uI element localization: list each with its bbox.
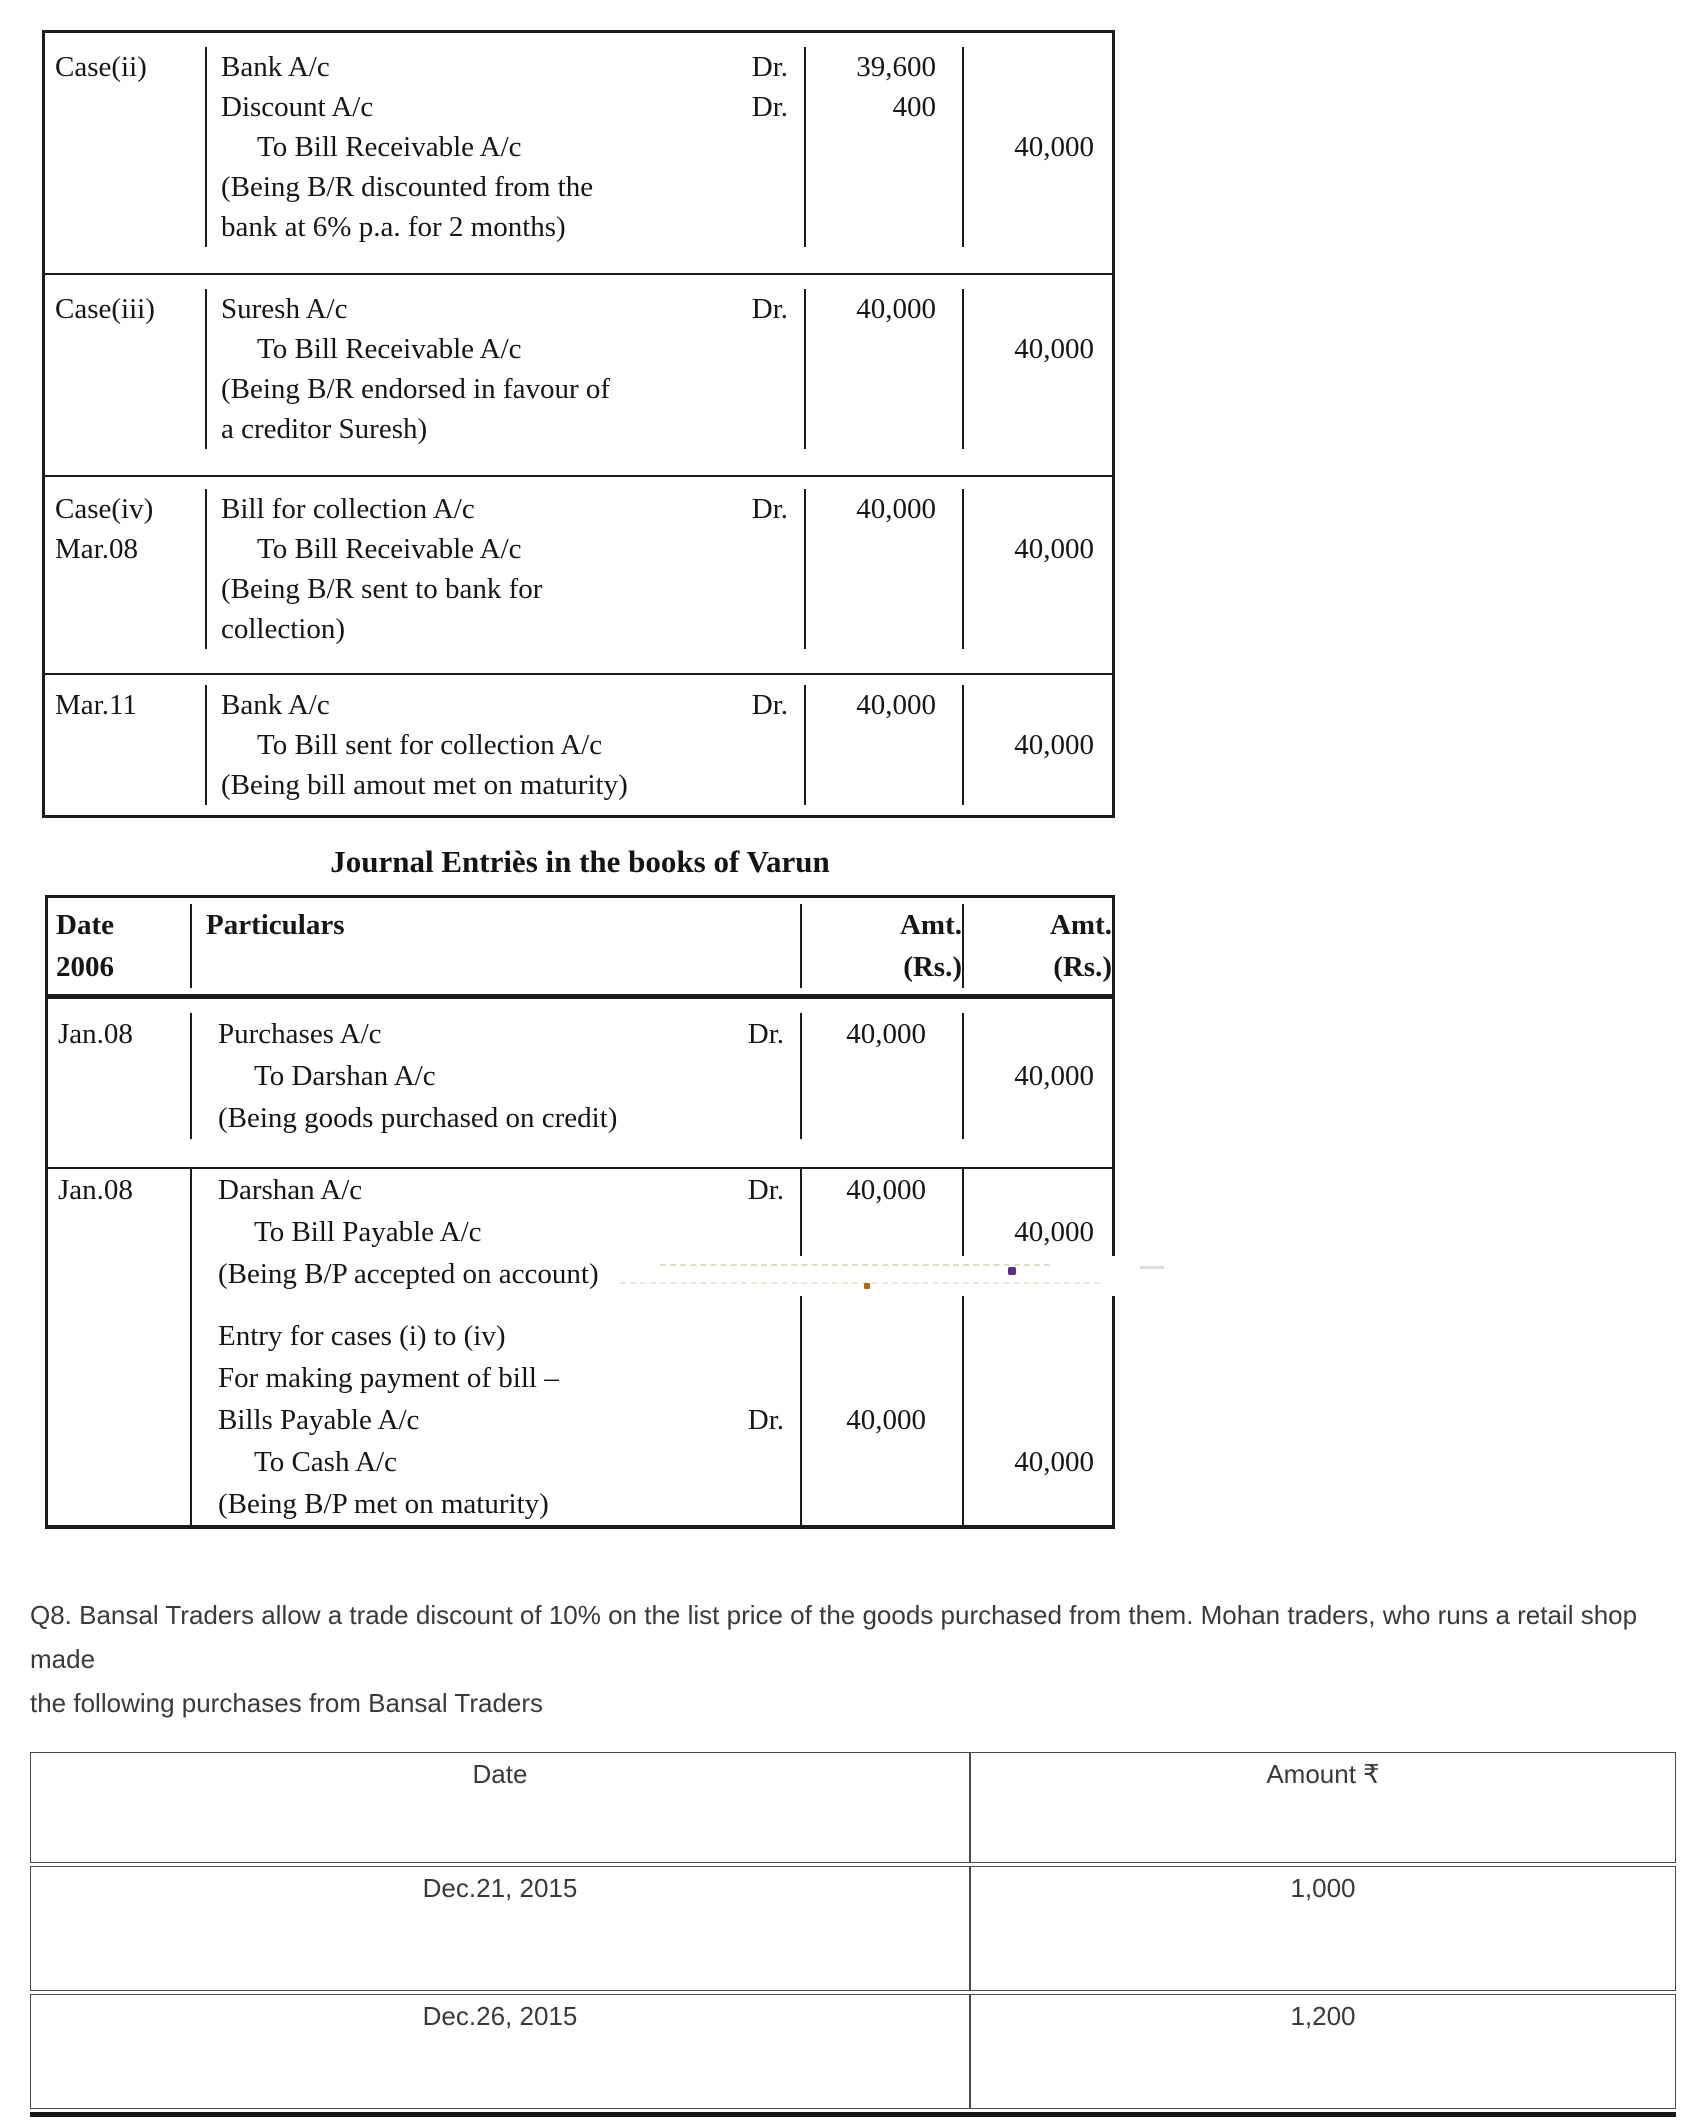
credit-amount [964,1399,1112,1441]
credit-amount: 40,000 [1014,333,1094,365]
entry-particulars-cell [205,685,804,805]
purchases-row [30,1866,1676,1991]
credit-amount [964,167,1112,207]
debit-amount [806,609,962,649]
debit-amount [802,1441,962,1483]
entry-date-cell [45,289,205,449]
journal-line [221,329,798,369]
entry-date-line: Mar.11 [55,689,137,721]
scan-artifact-dash [1140,1266,1164,1269]
debit-amount [802,1055,962,1097]
journal-line [218,1399,794,1441]
credit-amount: 40,000 [1014,1446,1094,1478]
credit-amount [964,87,1112,127]
debit-amount [802,1315,962,1357]
entry-date-cell [48,1169,190,1525]
journal-line [221,725,798,765]
debit-amount [802,1097,962,1139]
credit-amount [964,409,1112,449]
journal-line [218,1055,794,1097]
entry-credit-cell [962,489,1112,649]
journal-entry-row [45,33,1112,273]
purchases-table [30,1749,1676,2117]
debit-amount: 400 [892,91,936,123]
journal-line [221,127,798,167]
journal-line [218,1483,794,1525]
journal-line-text: To Darshan A/c [254,1060,436,1092]
journal-line [221,609,798,649]
entry-debit-cell [804,685,962,805]
journal-line [218,1169,794,1211]
credit-amount [964,289,1112,329]
journal-line [221,167,798,207]
journal-line-text: Darshan A/c [218,1174,363,1206]
credit-amount [964,609,1112,649]
debit-amount [806,167,962,207]
journal-line-text: (Being B/P accepted on account) [218,1258,599,1290]
journal-line [221,207,798,247]
journal-line-text: (Being bill amout met on maturity) [221,769,628,801]
debit-amount: 40,000 [856,493,936,525]
dr-label: Dr. [751,689,788,721]
credit-amount [964,489,1112,529]
debit-amount [806,765,962,805]
purchases-amount-cell: 1,000 [970,1866,1676,1991]
journal-line-text: Discount A/c [221,91,374,123]
purchases-date-cell: Dec.26, 2015 [30,1994,970,2109]
dr-label: Dr. [751,493,788,525]
credit-amount: 40,000 [1014,1060,1094,1092]
cases-journal-table [42,30,1115,818]
debit-amount: 40,000 [846,1174,926,1206]
entry-date-cell [48,1013,190,1139]
scan-ink-dot [1008,1267,1016,1275]
journal-entry-row [48,1167,1112,1525]
credit-amount: 40,000 [1014,131,1094,163]
entry-date-cell [45,489,205,649]
header-particulars-label: Particulars [206,909,345,941]
journal-line [218,1315,794,1357]
journal-line [221,47,798,87]
debit-amount [806,725,962,765]
credit-amount [964,1295,1112,1315]
entry-credit-cell [962,1013,1112,1139]
varun-header-date [48,904,190,988]
journal-line [221,369,798,409]
entry-debit-cell [804,47,962,247]
header-date-line1: Date [56,909,114,941]
credit-amount [964,765,1112,805]
credit-amount [964,1013,1112,1055]
credit-amount [964,1097,1112,1139]
header-amt1-line2: (Rs.) [903,951,962,983]
question-paragraph [30,1593,1680,1725]
varun-header-row [48,898,1112,997]
dr-label: Dr. [751,51,788,83]
entry-date-line: Jan.08 [58,1018,133,1050]
entry-date-line: Case(ii) [55,51,147,83]
entry-particulars-cell [205,489,804,649]
entry-debit-cell [800,1013,962,1139]
debit-amount [802,1295,962,1315]
debit-amount [806,409,962,449]
purchases-header-date: Date [30,1752,970,1863]
entry-date-line: Jan.08 [58,1174,133,1206]
debit-amount [802,1483,962,1525]
journal-line [218,1013,794,1055]
entry-date-line: Case(iii) [55,293,155,325]
journal-entry-row [45,273,1112,475]
debit-amount [802,1357,962,1399]
debit-amount [806,529,962,569]
credit-amount [964,1315,1112,1357]
debit-amount [806,369,962,409]
header-amt1-line1: Amt. [899,909,962,941]
entry-date-cell [45,685,205,805]
journal-line-text: Suresh A/c [221,293,348,325]
debit-amount: 40,000 [846,1018,926,1050]
dr-label: Dr. [751,293,788,325]
debit-amount [806,329,962,369]
journal-line-text: (Being B/R discounted from the [221,171,594,203]
journal-line-text: To Bill Payable A/c [254,1216,482,1248]
entry-credit-cell [962,47,1112,247]
varun-header-amt-credit [962,904,1112,988]
dr-label: Dr. [747,1174,784,1206]
debit-amount: 40,000 [856,293,936,325]
journal-line-text: Bill for collection A/c [221,493,475,525]
scan-artifact-dash [660,1264,1050,1266]
journal-line [218,1211,794,1253]
journal-line [221,529,798,569]
question-line-1: Q8. Bansal Traders allow a trade discount of 10% on the list price of the goods purchased from them. Mohan traders, who runs a retail shop made [30,1600,1638,1674]
debit-amount [806,127,962,167]
varun-table-title: Journal Entriès in the books of Varun [330,844,830,879]
header-amt2-line2: (Rs.) [1053,951,1112,983]
credit-amount [964,369,1112,409]
entry-particulars-cell [205,47,804,247]
dr-label: Dr. [747,1018,784,1050]
scan-ink-dot [864,1283,870,1289]
journal-line [218,1097,794,1139]
varun-journal-table [45,895,1115,1529]
journal-line-text: a creditor Suresh) [221,413,428,445]
entry-credit-cell [962,685,1112,805]
journal-line-text: (Being B/P met on maturity) [218,1488,549,1520]
journal-line [221,685,798,725]
purchases-header-row [30,1752,1676,1863]
journal-line-text: To Cash A/c [254,1446,397,1478]
question-line-2: the following purchases from Bansal Traders [30,1688,544,1718]
journal-line-text: (Being B/R endorsed in favour of [221,373,611,405]
entry-particulars-cell [205,289,804,449]
journal-line [218,1295,794,1315]
journal-line [218,1357,794,1399]
credit-amount: 40,000 [1014,533,1094,565]
journal-line-text: Bank A/c [221,51,330,83]
entry-particulars-cell [190,1013,800,1139]
journal-entry-row [45,673,1112,815]
journal-line-text: To Bill Receivable A/c [257,131,522,163]
journal-entry-row [45,475,1112,673]
journal-line-text: Entry for cases (i) to (iv) [218,1320,506,1352]
journal-line-text: Bills Payable A/c [218,1404,420,1436]
credit-amount [964,1169,1112,1211]
debit-amount [806,207,962,247]
entry-credit-cell [962,289,1112,449]
journal-line [221,87,798,127]
journal-line-text: collection) [221,613,346,645]
purchases-header-amount: Amount ₹ [970,1752,1676,1863]
entry-date-line: Case(iv) [55,493,154,525]
credit-amount: 40,000 [1014,1216,1094,1248]
purchases-date-cell: Dec.21, 2015 [30,1866,970,1991]
credit-amount: 40,000 [1014,729,1094,761]
journal-line-text: Bank A/c [221,689,330,721]
journal-line-text [218,1295,225,1315]
journal-line-text: To Bill Receivable A/c [257,533,522,565]
credit-amount [964,685,1112,725]
entry-date-cell [45,47,205,247]
debit-amount [802,1211,962,1253]
journal-line [218,1441,794,1483]
header-date-line2: 2006 [56,951,114,983]
debit-amount: 40,000 [846,1404,926,1436]
debit-amount: 39,600 [856,51,936,83]
journal-line-text: For making payment of bill – [218,1362,559,1394]
journal-line [221,765,798,805]
dr-label: Dr. [747,1404,784,1436]
debit-amount [806,569,962,609]
entry-date-line: Mar.08 [55,533,138,565]
varun-header-amt-debit [800,904,962,988]
journal-line-text: To Bill Receivable A/c [257,333,522,365]
varun-header-particulars [190,904,800,988]
journal-line-text: (Being B/R sent to bank for [221,573,543,605]
header-amt2-line1: Amt. [1049,909,1112,941]
credit-amount [964,47,1112,87]
journal-line [221,489,798,529]
entry-debit-cell [804,289,962,449]
credit-amount [964,207,1112,247]
scan-artifact-band [600,1256,1170,1296]
journal-line [221,569,798,609]
purchases-amount-cell: 1,200 [970,1994,1676,2109]
scanned-journal-section [0,30,1700,1529]
journal-line [221,289,798,329]
entry-credit-cell [962,1169,1112,1525]
journal-line-text: (Being goods purchased on credit) [218,1102,618,1134]
entry-debit-cell [800,1169,962,1525]
credit-amount [964,569,1112,609]
journal-line-text: To Bill sent for collection A/c [257,729,603,761]
dr-label: Dr. [751,91,788,123]
scan-artifact-dash [620,1282,1100,1284]
journal-line-text: Purchases A/c [218,1018,382,1050]
entry-debit-cell [804,489,962,649]
purchases-row [30,1994,1676,2109]
entry-particulars-cell [190,1169,800,1525]
journal-entry-row [48,997,1112,1167]
journal-line [221,409,798,449]
credit-amount [964,1357,1112,1399]
credit-amount [964,1483,1112,1525]
debit-amount: 40,000 [856,689,936,721]
journal-line-text: bank at 6% p.a. for 2 months) [221,211,566,243]
